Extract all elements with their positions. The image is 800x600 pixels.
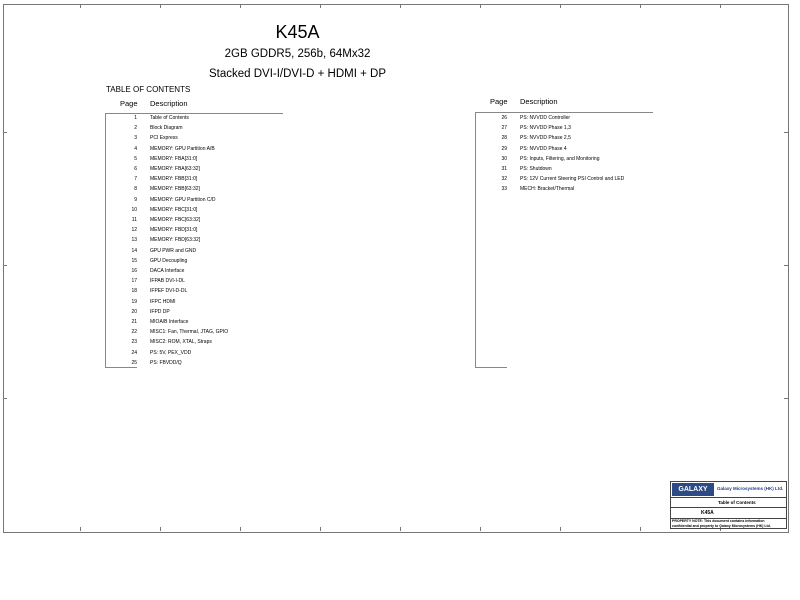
toc-description: MEMORY: FBC[63:32] bbox=[150, 217, 201, 223]
toc-description: IFPAB DVI-I-DL bbox=[150, 278, 185, 285]
border-tick bbox=[80, 527, 81, 531]
toc-description: IFPD DP bbox=[150, 308, 170, 315]
toc-description: GPU Decoupling bbox=[150, 257, 188, 264]
toc-description: Table of Contents bbox=[150, 115, 189, 121]
right-page-header: Page bbox=[490, 97, 508, 106]
board-title: K45A bbox=[275, 22, 320, 42]
toc-page-number: 26 bbox=[501, 115, 507, 121]
memory-config: 2GB GDDR5, 256b, 64Mx32 bbox=[224, 48, 371, 60]
toc-page-number: 10 bbox=[131, 206, 137, 213]
title-block-divider bbox=[671, 497, 786, 498]
left-page-header: Page bbox=[120, 99, 138, 108]
toc-description: MEMORY: FBA[31:0] bbox=[150, 155, 198, 162]
toc-description: Block Diagram bbox=[150, 125, 183, 132]
toc-description: PS: NVVDD Phase 4 bbox=[520, 145, 567, 152]
toc-description: IFPEF DVI-D-DL bbox=[150, 288, 188, 295]
company-name: Galaxy Microsystems (HK) Ltd. bbox=[717, 486, 784, 491]
border-tick bbox=[3, 132, 7, 133]
border-tick bbox=[320, 527, 321, 531]
toc-page-number: 20 bbox=[131, 308, 137, 315]
left-desc-header: Description bbox=[150, 99, 188, 108]
toc-description: DACA Interface bbox=[150, 268, 185, 274]
border-tick bbox=[80, 4, 81, 8]
toc-page-number: 17 bbox=[131, 278, 137, 285]
border-tick bbox=[240, 4, 241, 8]
toc-description: IFPC HDMI bbox=[150, 298, 176, 305]
border-tick bbox=[400, 4, 401, 8]
toc-description: MIOA/B Interface bbox=[150, 319, 189, 325]
border-tick bbox=[640, 4, 641, 8]
toc-page-number: 13 bbox=[131, 237, 137, 244]
toc-description: PS: 12V Current Steering PSI Control and LED bbox=[520, 176, 625, 183]
toc-page-number: 29 bbox=[501, 145, 507, 152]
toc-page-number: 4 bbox=[134, 145, 137, 152]
border-tick bbox=[784, 132, 788, 133]
border-tick bbox=[400, 527, 401, 531]
border-tick bbox=[720, 4, 721, 8]
border-tick bbox=[480, 4, 481, 8]
toc-page-number: 31 bbox=[501, 166, 507, 172]
toc-page-number: 9 bbox=[134, 196, 137, 203]
toc-description: MEMORY: FBB[63:32] bbox=[150, 186, 200, 193]
toc-description: PS: NVVDD Phase 1,3 bbox=[520, 125, 571, 132]
toc-page-number: 15 bbox=[131, 257, 137, 264]
toc-page-number: 6 bbox=[134, 166, 137, 172]
toc-description: PS: 5V, PEX_VDD bbox=[150, 349, 192, 356]
toc-description: PS: NVVDD Controller bbox=[520, 115, 571, 121]
toc-description: PS: Shutdown bbox=[520, 166, 552, 172]
toc-page-number: 5 bbox=[134, 155, 137, 162]
toc-page-number: 30 bbox=[501, 155, 507, 162]
toc-page-number: 1 bbox=[134, 115, 137, 121]
toc-page-number: 22 bbox=[131, 329, 137, 336]
border-tick bbox=[784, 398, 788, 399]
toc-description: MEMORY: FBB[31:0] bbox=[150, 176, 198, 183]
toc-page-number: 16 bbox=[131, 268, 137, 274]
toc-heading: TABLE OF CONTENTS bbox=[106, 85, 191, 94]
border-tick bbox=[160, 4, 161, 8]
border-tick bbox=[560, 4, 561, 8]
toc-page-number: 19 bbox=[131, 298, 137, 305]
toc-page-number: 3 bbox=[134, 135, 137, 142]
toc-description: MISC1: Fan, Thermal, JTAG, GPIO bbox=[150, 329, 229, 336]
toc-page-number: 12 bbox=[131, 227, 137, 234]
title-block-divider bbox=[671, 507, 786, 508]
toc-description: MEMORY: FBD[63:32] bbox=[150, 237, 201, 244]
toc-description: MISC2: ROM, XTAL, Straps bbox=[150, 339, 212, 346]
sheet-title: Table of Contents bbox=[718, 500, 756, 505]
border-tick bbox=[240, 527, 241, 531]
toc-description: PS: NVVDD Phase 2,5 bbox=[520, 135, 571, 142]
border-tick bbox=[560, 527, 561, 531]
toc-page-number: 8 bbox=[134, 186, 137, 193]
border-tick bbox=[160, 527, 161, 531]
toc-page-number: 23 bbox=[131, 339, 137, 346]
toc-page-number: 2 bbox=[134, 125, 137, 132]
toc-page-number: 14 bbox=[131, 247, 137, 254]
toc-page-number: 21 bbox=[131, 319, 137, 325]
toc-page-number: 18 bbox=[131, 288, 137, 295]
toc-description: PCI Express bbox=[150, 135, 178, 142]
border-tick bbox=[3, 265, 7, 266]
toc-description: MEMORY: FBD[31:0] bbox=[150, 227, 198, 234]
toc-description: MEMORY: FBA[63:32] bbox=[150, 166, 200, 172]
toc-description: MEMORY: FBC[31:0] bbox=[150, 206, 198, 213]
toc-description: MEMORY: GPU Partition C/D bbox=[150, 196, 216, 203]
right-desc-header: Description bbox=[520, 97, 558, 106]
border-tick bbox=[3, 398, 7, 399]
toc-page-number: 24 bbox=[131, 349, 137, 356]
toc-description: MEMORY: GPU Partition A/B bbox=[150, 145, 215, 152]
border-tick bbox=[480, 527, 481, 531]
border-tick bbox=[784, 265, 788, 266]
toc-description: PS: FBVDD/Q bbox=[150, 359, 182, 366]
border-tick bbox=[640, 527, 641, 531]
title-block bbox=[670, 481, 787, 529]
toc-description: GPU PWR and GND bbox=[150, 247, 197, 254]
toc-page-number: 25 bbox=[131, 359, 137, 366]
toc-description: PS: Inputs, Filtering, and Monitoring bbox=[520, 155, 600, 162]
toc-page-number: 28 bbox=[501, 135, 507, 142]
galaxy-logo: GALAXY bbox=[672, 483, 714, 496]
toc-page-number: 7 bbox=[134, 176, 137, 183]
toc-page-number: 27 bbox=[501, 125, 507, 132]
border-tick bbox=[320, 4, 321, 8]
output-config: Stacked DVI-I/DVI-D + HDMI + DP bbox=[208, 68, 386, 80]
toc-page-number: 32 bbox=[501, 176, 507, 183]
project-name: K45A bbox=[701, 510, 714, 516]
property-note: PROPERTY NOTE: This document contains information confidential and property to Galaxy Microsystems (HK) Ltd. bbox=[672, 519, 771, 528]
toc-page-number: 11 bbox=[131, 217, 137, 223]
right-bottom-rule bbox=[475, 367, 507, 368]
toc-description: MECH: Bracket/Thermal bbox=[520, 186, 575, 193]
toc-page-number: 33 bbox=[501, 186, 507, 193]
